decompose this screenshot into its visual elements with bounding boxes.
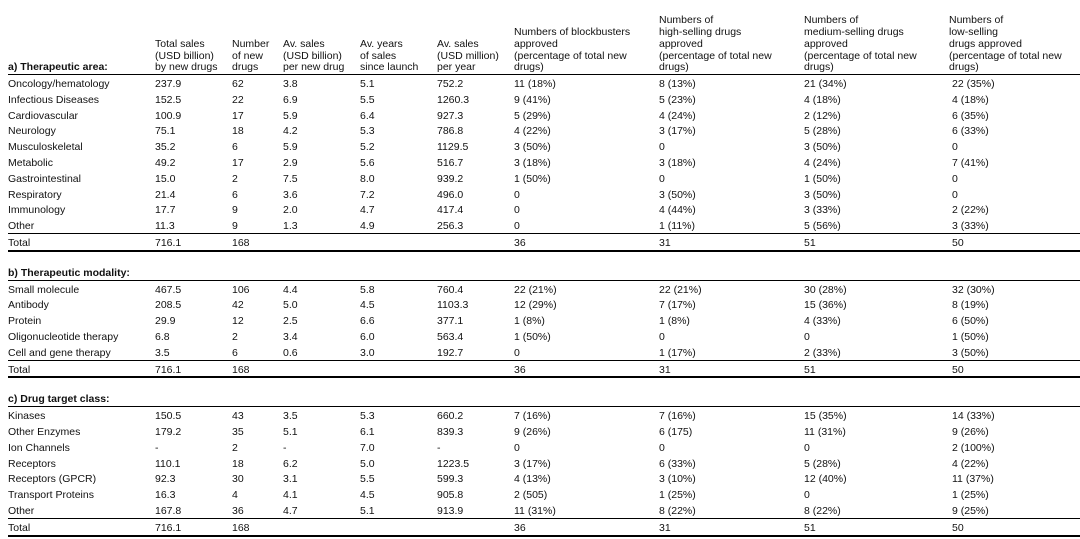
header-row (8, 0, 1080, 75)
table-cell: 716.1 (155, 360, 232, 377)
table-cell: 2 (22%) (952, 204, 989, 217)
row-label: Other (8, 220, 35, 233)
column-header: Numbers of blockbusters approved (percentage of total new drugs) (514, 0, 659, 75)
drug-sales-table (8, 0, 1080, 537)
table-cell: 4 (22%) (514, 125, 551, 138)
table-cell: 0 (514, 188, 520, 201)
table-cell: 5.0 (283, 299, 298, 312)
table-cell: 100.9 (155, 109, 182, 122)
column-header: Number of new drugs (232, 0, 283, 75)
table-row (8, 344, 1080, 360)
table-cell: 2.9 (283, 157, 298, 170)
table-cell: 14 (33%) (952, 410, 995, 423)
row-label: Infectious Diseases (8, 93, 100, 106)
table-cell: 7 (16%) (659, 410, 696, 423)
row-label: Transport Proteins (8, 489, 94, 502)
table-cell: 51 (804, 360, 949, 377)
table-cell: 152.5 (155, 93, 182, 106)
table-cell: 2 (33%) (804, 346, 841, 359)
total-row (8, 233, 1080, 250)
table-cell: 5.1 (283, 425, 298, 438)
table-cell: 50 (949, 360, 1080, 377)
section-gap (8, 251, 1080, 264)
table-row (8, 217, 1080, 233)
table-cell: 716.1 (155, 233, 232, 250)
column-header: Av. sales (USD billion) per new drug (283, 0, 360, 75)
table-cell: 5.1 (360, 78, 375, 91)
row-label: Other (8, 504, 35, 517)
table-cell: 7 (16%) (514, 410, 551, 423)
table-cell: 4 (13%) (514, 473, 551, 486)
table-cell: 150.5 (155, 410, 182, 423)
table-cell: 6 (35%) (952, 109, 989, 122)
table-cell: 6 (33%) (659, 457, 696, 470)
table-cell: 4.7 (283, 504, 298, 517)
table-cell: 168 (232, 360, 283, 377)
table-row (8, 107, 1080, 123)
table-cell: 1 (8%) (659, 315, 690, 328)
table-cell: 0 (804, 331, 810, 343)
table-cell: 42 (232, 299, 244, 312)
row-label: Receptors (GPCR) (8, 473, 97, 486)
row-label: Kinases (8, 410, 46, 423)
table-cell: 1 (25%) (952, 489, 989, 502)
table-row (8, 186, 1080, 202)
table-cell: 3 (50%) (952, 346, 989, 359)
table-cell: 5 (56%) (804, 220, 841, 233)
table-cell: 1 (8%) (514, 315, 545, 328)
table-cell: 167.8 (155, 504, 182, 517)
table-cell: 1 (11%) (659, 220, 695, 233)
table-cell: 6.6 (360, 315, 375, 328)
table-cell: 3 (50%) (514, 141, 551, 154)
table-cell: 6 (232, 141, 238, 154)
table-cell: 110.1 (155, 457, 181, 470)
table-cell: 17 (232, 109, 244, 122)
table-cell: 1 (50%) (514, 172, 551, 185)
table-cell: 752.2 (437, 78, 464, 91)
table-cell: 3 (50%) (659, 188, 696, 201)
table-row (8, 470, 1080, 486)
table-cell: 5.2 (360, 141, 375, 154)
column-header: Av. sales (USD million) per year (437, 0, 514, 75)
table-cell: 6 (50%) (952, 315, 989, 328)
table-cell: 8 (13%) (659, 78, 696, 91)
table-cell: 8 (19%) (952, 299, 989, 312)
table-cell: 0 (514, 441, 520, 454)
table-cell: 208.5 (155, 299, 182, 312)
table-cell: 6 (232, 188, 238, 201)
table-cell: 4 (24%) (659, 109, 696, 122)
row-label: Ion Channels (8, 441, 70, 454)
row-label: Protein (8, 315, 42, 328)
table-cell: 6 (232, 346, 238, 359)
table-cell: 5.9 (283, 141, 298, 154)
table-cell: 3.5 (283, 410, 298, 423)
table-cell: 7 (41%) (952, 157, 989, 170)
table-cell: 1260.3 (437, 93, 470, 106)
table-cell: 467.5 (155, 283, 182, 296)
table-cell: 0 (514, 204, 520, 217)
table-cell (283, 518, 360, 535)
table-cell: 660.2 (437, 410, 464, 423)
table-cell: 3.1 (283, 473, 298, 486)
table-cell: 17 (232, 157, 244, 170)
table-cell: 2 (232, 441, 238, 454)
table-cell: 1129.5 (437, 141, 469, 154)
table-cell: 2.5 (283, 315, 298, 328)
table-cell: 21 (34%) (804, 78, 847, 91)
column-header: Total sales (USD billion) by new drugs (155, 0, 232, 75)
table-cell: 5.5 (360, 93, 375, 106)
table-cell: 5 (23%) (659, 93, 696, 106)
table-cell: 30 (232, 473, 244, 486)
table-cell: 11 (31%) (804, 425, 846, 438)
table-row (8, 439, 1080, 455)
table-cell: 49.2 (155, 157, 176, 170)
table-cell: 3 (18%) (659, 157, 696, 170)
table-cell: 1223.5 (437, 457, 470, 470)
table-cell: 5.3 (360, 410, 375, 423)
table-cell: 12 (29%) (514, 299, 557, 312)
table-cell: 3 (50%) (804, 188, 841, 201)
table-cell: 9 (26%) (952, 425, 989, 438)
table-cell: 0 (514, 346, 520, 359)
column-header: Av. years of sales since launch (360, 0, 437, 75)
table-cell: 3 (18%) (514, 157, 551, 170)
table-cell: 5.1 (360, 504, 375, 517)
section-header-row (8, 390, 1080, 406)
table-cell: 3 (33%) (952, 220, 989, 233)
row-label: Metabolic (8, 157, 53, 170)
row-label: Cardiovascular (8, 109, 79, 122)
table-cell: 5.6 (360, 157, 375, 170)
table-cell: 4 (33%) (804, 315, 841, 328)
table-cell: 3 (33%) (804, 204, 841, 217)
table-cell: - (283, 441, 287, 454)
row-label: Oligonucleotide therapy (8, 331, 119, 343)
table-cell: 6 (175) (659, 425, 693, 438)
table-cell: 0 (804, 489, 810, 502)
table-cell: 36 (232, 504, 244, 517)
table-cell: 8 (22%) (659, 504, 696, 517)
row-label: Neurology (8, 125, 56, 138)
table-cell: - (155, 441, 159, 454)
table-cell (437, 233, 514, 250)
table-cell: 939.2 (437, 172, 464, 185)
table-cell: 179.2 (155, 425, 182, 438)
total-row (8, 360, 1080, 377)
row-label: Immunology (8, 204, 66, 217)
table-cell: 1 (50%) (952, 331, 989, 343)
table-cell: 4.5 (360, 489, 375, 502)
table-cell: 496.0 (437, 188, 464, 201)
table-cell: 9 (26%) (514, 425, 551, 438)
table-cell: 62 (232, 78, 244, 91)
table-cell: 31 (659, 233, 804, 250)
section-title: b) Therapeutic modality: (8, 264, 1080, 280)
table-cell: 905.8 (437, 489, 464, 502)
table-row (8, 423, 1080, 439)
table-cell: 0 (659, 141, 665, 154)
row-label: Gastrointestinal (8, 172, 81, 185)
table-cell: 51 (804, 233, 949, 250)
table-cell: 3 (10%) (659, 473, 696, 486)
table-row (8, 455, 1080, 471)
row-label: Antibody (8, 299, 49, 312)
table-cell: 16.3 (155, 489, 176, 502)
table-cell: 563.4 (437, 331, 464, 343)
table-cell: 6 (33%) (952, 125, 989, 138)
row-label: Total (8, 360, 155, 377)
table-cell: 4.7 (360, 204, 375, 217)
table-cell: 3.0 (360, 346, 375, 359)
table-cell: 9 (25%) (952, 504, 989, 517)
table-cell: 6.9 (283, 93, 298, 106)
table-body (8, 0, 1080, 536)
table-cell: 4.9 (360, 220, 375, 233)
table-cell: 1 (17%) (659, 346, 696, 359)
table-cell: 0 (659, 331, 665, 343)
row-label: Respiratory (8, 188, 62, 201)
table-cell (360, 360, 437, 377)
table-cell: 4.4 (283, 283, 298, 296)
table-cell: 22 (232, 93, 244, 106)
table-cell: 0 (659, 172, 665, 185)
table-cell: 4 (22%) (952, 457, 989, 470)
table-cell: 3.5 (155, 346, 170, 359)
table-cell: 106 (232, 283, 250, 296)
table-cell: 0 (952, 141, 958, 154)
row-label: Total (8, 233, 155, 250)
column-header: Numbers of low-selling drugs approved (percentage of total new drugs) (949, 0, 1080, 75)
table-cell: 839.3 (437, 425, 464, 438)
table-cell: 716.1 (155, 518, 232, 535)
table-cell: 256.3 (437, 220, 464, 233)
table-cell: 417.4 (437, 204, 464, 217)
table-cell: 4 (232, 489, 238, 502)
table-cell: 1 (50%) (804, 172, 841, 185)
row-label: Total (8, 518, 155, 535)
table-cell (437, 360, 514, 377)
table-cell: 18 (232, 125, 244, 138)
section-header-row (8, 264, 1080, 280)
table-cell: 5.5 (360, 473, 375, 486)
table-cell: 29.9 (155, 315, 176, 328)
table-cell: 927.3 (437, 109, 464, 122)
row-label: Cell and gene therapy (8, 346, 111, 359)
table-cell: 15 (36%) (804, 299, 847, 312)
table-cell: 2 (12%) (804, 109, 841, 122)
table-cell: 4 (24%) (804, 157, 841, 170)
table-cell: 4.2 (283, 125, 298, 138)
table-row (8, 138, 1080, 154)
table-cell: 5 (29%) (514, 109, 551, 122)
table-cell: 5 (28%) (804, 125, 841, 138)
column-header: Numbers of medium-selling drugs approved (percentage of total new drugs) (804, 0, 949, 75)
table-cell: 9 (232, 204, 238, 217)
table-cell: 4 (44%) (659, 204, 696, 217)
table-cell: 6.0 (360, 331, 375, 343)
table-cell: 6.8 (155, 331, 170, 343)
table-cell: 3.4 (283, 331, 298, 343)
table-cell: 32 (30%) (952, 283, 995, 296)
table-cell (283, 360, 360, 377)
row-label: Receptors (8, 457, 56, 470)
table-cell: 31 (659, 360, 804, 377)
table-cell: 516.7 (437, 157, 464, 170)
table-cell: 6.1 (360, 425, 375, 438)
table-cell: 237.9 (155, 78, 182, 91)
table-cell: 75.1 (155, 125, 176, 138)
table-cell: 7.2 (360, 188, 375, 201)
table-row (8, 296, 1080, 312)
table-cell: 786.8 (437, 125, 464, 138)
table-row (8, 91, 1080, 107)
table-cell: 4 (18%) (952, 93, 989, 106)
table-cell: 15.0 (155, 172, 176, 185)
table-cell: 50 (949, 518, 1080, 535)
table-cell: 0 (514, 220, 520, 233)
table-row (8, 170, 1080, 186)
table-cell: 3.8 (283, 78, 298, 91)
table-cell: 9 (41%) (514, 93, 551, 106)
table-cell: 5.0 (360, 457, 375, 470)
table-cell: 22 (21%) (659, 283, 702, 296)
table-cell: 11 (18%) (514, 78, 556, 91)
table-row (8, 486, 1080, 502)
table-cell: 0 (952, 188, 958, 201)
table-cell: 12 (232, 315, 244, 328)
table-cell (360, 233, 437, 250)
table-cell: 168 (232, 518, 283, 535)
table-cell: 0 (952, 172, 958, 185)
table-cell: 2 (100%) (952, 441, 995, 454)
table-cell: 2 (232, 331, 238, 343)
table-cell: 7.5 (283, 172, 298, 185)
table-cell (283, 233, 360, 250)
total-row (8, 518, 1080, 535)
table-cell: 4.1 (283, 489, 298, 502)
table-cell: 599.3 (437, 473, 464, 486)
table-cell: 192.7 (437, 346, 464, 359)
table-row (8, 201, 1080, 217)
table-cell: 22 (21%) (514, 283, 557, 296)
table-row (8, 122, 1080, 138)
table-cell: 36 (514, 233, 659, 250)
table-cell: 377.1 (437, 315, 464, 328)
table-cell: 8.0 (360, 172, 375, 185)
table-cell: 35 (232, 425, 244, 438)
table-cell: - (437, 441, 441, 454)
table-cell: 913.9 (437, 504, 464, 517)
table-cell: 6.4 (360, 109, 375, 122)
row-label: Oncology/hematology (8, 78, 110, 91)
table-cell: 5.9 (283, 109, 298, 122)
table-cell: 9 (232, 220, 238, 233)
table-cell: 12 (40%) (804, 473, 847, 486)
table-row (8, 75, 1080, 91)
column-header: Numbers of high-selling drugs approved (percentage of total new drugs) (659, 0, 804, 75)
table-row (8, 312, 1080, 328)
table-cell: 2 (232, 172, 238, 185)
table-cell: 15 (35%) (804, 410, 847, 423)
table-cell: 22 (35%) (952, 78, 995, 91)
table-cell: 11 (31%) (514, 504, 556, 517)
table-row (8, 407, 1080, 423)
table-cell: 8 (22%) (804, 504, 841, 517)
table-cell: 0.6 (283, 346, 298, 359)
section-title: c) Drug target class: (8, 390, 1080, 406)
table-cell: 5 (28%) (804, 457, 841, 470)
section-gap (8, 377, 1080, 390)
table-row (8, 154, 1080, 170)
table-cell: 2.0 (283, 204, 298, 217)
table-cell: 17.7 (155, 204, 176, 217)
table-cell: 43 (232, 410, 244, 423)
row-label: Other Enzymes (8, 425, 81, 438)
table-cell: 11.3 (155, 220, 175, 233)
table-cell: 5.3 (360, 125, 375, 138)
spacer (8, 251, 1080, 264)
table-cell: 4 (18%) (804, 93, 841, 106)
table-cell (437, 518, 514, 535)
table-cell: 5.8 (360, 283, 375, 296)
table-cell: 36 (514, 360, 659, 377)
table-cell: 7 (17%) (659, 299, 696, 312)
table-cell: 0 (804, 441, 810, 454)
table-row (8, 502, 1080, 518)
table-cell: 168 (232, 233, 283, 250)
row-label: Musculoskeletal (8, 141, 83, 154)
table-cell: 760.4 (437, 283, 464, 296)
table-cell: 3 (17%) (514, 457, 551, 470)
table-cell: 36 (514, 518, 659, 535)
table-cell: 3 (17%) (659, 125, 696, 138)
table-cell: 30 (28%) (804, 283, 847, 296)
table-cell: 11 (37%) (952, 473, 994, 486)
table-cell: 92.3 (155, 473, 176, 486)
table-cell: 4.5 (360, 299, 375, 312)
table-cell: 1103.3 (437, 299, 469, 312)
table-cell: 18 (232, 457, 244, 470)
table-cell: 1.3 (283, 220, 298, 233)
table-cell: 0 (659, 441, 665, 454)
table-cell: 7.0 (360, 441, 375, 454)
table-cell: 1 (50%) (514, 331, 551, 343)
table-cell (360, 518, 437, 535)
spacer (8, 377, 1080, 390)
table-cell: 35.2 (155, 141, 176, 154)
table-cell: 51 (804, 518, 949, 535)
table-cell: 6.2 (283, 457, 298, 470)
table-cell: 1 (25%) (659, 489, 696, 502)
table-cell: 21.4 (155, 188, 176, 201)
table-cell: 50 (949, 233, 1080, 250)
section-title: a) Therapeutic area: (8, 0, 155, 75)
table-row (8, 280, 1080, 296)
table-cell: 3.6 (283, 188, 298, 201)
table-cell: 3 (50%) (804, 141, 841, 154)
table-cell: 2 (505) (514, 489, 548, 502)
row-label: Small molecule (8, 283, 80, 296)
table-row (8, 328, 1080, 344)
table-cell: 31 (659, 518, 804, 535)
